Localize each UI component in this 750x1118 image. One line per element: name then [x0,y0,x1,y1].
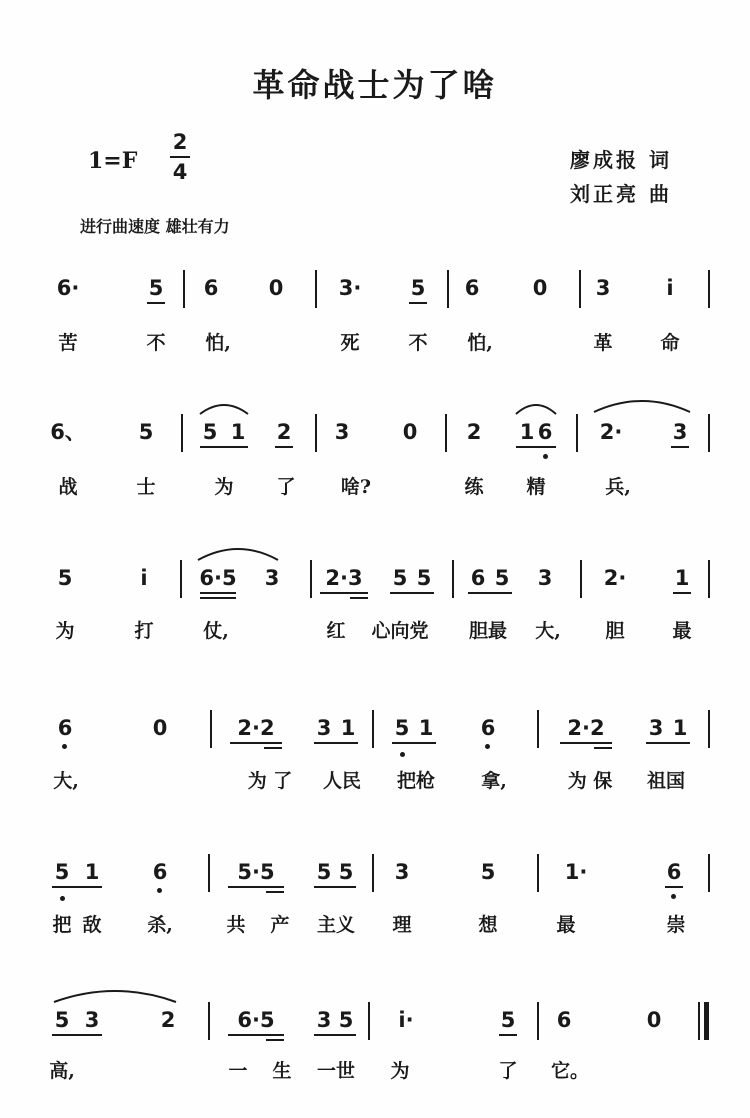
staff-line-5 [0,852,750,972]
underline-beam [230,742,282,744]
lyric: 红 [326,620,346,642]
note: 3 [316,716,332,740]
lyric: 啥? [340,476,372,498]
barline [537,1002,539,1040]
note: 6 [556,1008,572,1032]
note: 2·3 [325,566,363,590]
lyric: 为 保 [567,770,613,792]
lyric: 心向党 [371,620,429,642]
note: 1· [564,860,588,884]
underline-beam [52,1034,102,1036]
barline [368,1002,370,1040]
note: 3 [394,860,410,884]
key-signature: 1=F [88,148,138,174]
note: 6·5 [237,1008,275,1032]
note: 3 [537,566,553,590]
note: 2· [599,420,623,444]
note: 5 [138,420,154,444]
staff-line-4 [0,708,750,828]
lyric: 为 了 [247,770,293,792]
final-barline-thin [698,1002,700,1040]
underline-beam [200,446,248,448]
lower-octave-dot [671,894,676,899]
barline [208,1002,210,1040]
note: 3 [264,566,280,590]
lyric: 不 [146,332,166,354]
underline-beam [52,886,102,888]
lyric: 祖国 [646,770,686,792]
lyric: 仗, [203,620,229,642]
note: 1 [340,716,356,740]
lyric: 兵, [605,476,631,498]
note: 6 [57,716,73,740]
lyric: 崇 [666,914,686,936]
underline-beam [673,592,691,594]
lyric: 产 [270,914,290,936]
lyric: 大, [535,620,561,642]
note: 6 [480,716,496,740]
lyric: 死 [340,332,360,354]
underline-beam [228,1034,284,1036]
lyric: 最 [556,914,576,936]
lower-octave-dot [60,896,65,901]
lyric: 怕, [205,332,231,354]
lyric: 士 [136,476,156,498]
time-signature-top: 2 [172,130,188,154]
lyric: 胆 [605,620,625,642]
note: 6 [666,860,682,884]
lower-octave-dot [62,744,67,749]
note: 5 [148,276,164,300]
note: 1 [418,716,434,740]
note: 3 [672,420,688,444]
slur-mark [196,544,280,562]
underline-beam [392,742,436,744]
lyric: 为 [55,620,75,642]
barline [537,710,539,748]
note: 5 [410,276,426,300]
barline [315,414,317,452]
note: 1 [519,420,535,444]
barline [180,560,182,598]
note: 5 [338,1008,354,1032]
note: 5 [494,566,510,590]
staff-line-1 [0,270,750,390]
time-signature-bottom: 4 [172,160,188,184]
lyric: 命 [660,332,680,354]
barline [310,560,312,598]
underline-beam [264,747,282,749]
barline [580,560,582,598]
note: 5·5 [237,860,275,884]
lyric: 想 [478,914,498,936]
underline-beam [314,886,356,888]
barline [708,270,710,308]
tempo-marking: 进行曲速度 雄壮有力 [80,217,230,236]
lyric: 练 [464,476,484,498]
barline [181,414,183,452]
note: 5 [54,1008,70,1032]
underline-beam [409,302,427,304]
underline-beam [671,446,689,448]
note: 2 [466,420,482,444]
lyric: 主义 [316,914,356,936]
lyric: 战 [58,476,78,498]
note: 1 [84,860,100,884]
lyric: 生 [272,1060,292,1082]
underline-beam [314,1034,356,1036]
barline [708,414,710,452]
note: 6、 [50,420,86,444]
note: 2 [160,1008,176,1032]
composer-credit: 刘正亮 曲 [570,182,672,206]
note: 1 [674,566,690,590]
staff-line-3 [0,558,750,678]
note: 6 [470,566,486,590]
underline-beam [468,592,512,594]
underline-beam [200,592,236,594]
note: 3 [648,716,664,740]
slur-mark [514,400,558,416]
barline [579,270,581,308]
time-signature [170,130,190,184]
note: 0 [402,420,418,444]
note: 2· [603,566,627,590]
staff-line-2 [0,410,750,530]
underline-beam [594,747,612,749]
underline-beam [314,742,358,744]
lower-octave-dot [157,888,162,893]
lyric: 共 [226,914,246,936]
note: 5 [392,566,408,590]
underline-beam [147,302,165,304]
barline [708,710,710,748]
note: 6 [152,860,168,884]
underline-beam [516,446,556,448]
note: i· [398,1008,414,1032]
note: 0 [152,716,168,740]
lyric: 理 [392,914,412,936]
note: 3 [84,1008,100,1032]
final-barline-thick [704,1002,709,1040]
note: 3· [338,276,362,300]
note: 5 [202,420,218,444]
lyric: 杀, [147,914,173,936]
barline [210,710,212,748]
slur-mark [198,400,250,416]
lyric: 大, [53,770,79,792]
lyric: 为 [390,1060,410,1082]
note: 5 [500,1008,516,1032]
barline [445,414,447,452]
underline-beam [266,891,284,893]
underline-beam [646,742,690,744]
time-signature-bar [170,156,190,158]
lyric: 把枪 [396,770,436,792]
note: 1 [672,716,688,740]
note: 5 [316,860,332,884]
lower-octave-dot [400,752,405,757]
note: 5 [416,566,432,590]
note: i [666,276,674,300]
note: 5 [338,860,354,884]
barline [183,270,185,308]
lyric: 精 [526,476,546,498]
slur-mark [52,986,178,1004]
underline-beam [275,446,293,448]
lyric: 革 [593,332,613,354]
note: 3 [595,276,611,300]
note: 0 [646,1008,662,1032]
lyric: 怕, [467,332,493,354]
lower-octave-dot [485,744,490,749]
lyric: 拿, [481,770,507,792]
lyric: 它。 [550,1060,590,1082]
lyric: 为 [214,476,234,498]
note: 6 [203,276,219,300]
staff-line-6 [0,998,750,1118]
barline [576,414,578,452]
note: 2 [276,420,292,444]
underline-beam [200,597,236,599]
note: 0 [268,276,284,300]
underline-beam [320,592,368,594]
note: i [140,566,148,590]
note: 6 [464,276,480,300]
lyric: 苦 [58,332,78,354]
lyric: 最 [672,620,692,642]
barline [452,560,454,598]
lyric: 打 [134,620,154,642]
note: 2·2 [567,716,605,740]
barline [315,270,317,308]
lower-octave-dot [543,454,548,459]
song-title: 革命战士为了啥 [252,66,498,104]
lyric: 敌 [82,914,102,936]
lyric: 一世 [316,1060,356,1082]
lyric: 了 [276,476,296,498]
barline [708,854,710,892]
note: 3 [334,420,350,444]
barline [537,854,539,892]
note: 5 [57,566,73,590]
lyric: 胆最 [468,620,508,642]
slur-mark [592,396,692,414]
lyric: 高, [49,1060,75,1082]
barline [447,270,449,308]
note: 6· [56,276,80,300]
underline-beam [665,886,683,888]
barline [372,854,374,892]
note: 5 [54,860,70,884]
barline [208,854,210,892]
lyric: 一 [228,1060,248,1082]
barline [708,560,710,598]
underline-beam [350,597,368,599]
lyric: 了 [498,1060,518,1082]
underline-beam [499,1034,517,1036]
lyric: 人民 [322,770,362,792]
underline-beam [390,592,434,594]
lyric: 把 [52,914,72,936]
underline-beam [266,1039,284,1041]
lyric: 不 [408,332,428,354]
note: 5 [480,860,496,884]
barline [372,710,374,748]
lyricist-credit: 廖成报 词 [570,148,672,172]
note: 5 [394,716,410,740]
note: 2·2 [237,716,275,740]
note: 6·5 [199,566,237,590]
note: 3 [316,1008,332,1032]
note: 0 [532,276,548,300]
underline-beam [228,886,284,888]
note: 1 [230,420,246,444]
note: 6 [537,420,553,444]
underline-beam [560,742,612,744]
